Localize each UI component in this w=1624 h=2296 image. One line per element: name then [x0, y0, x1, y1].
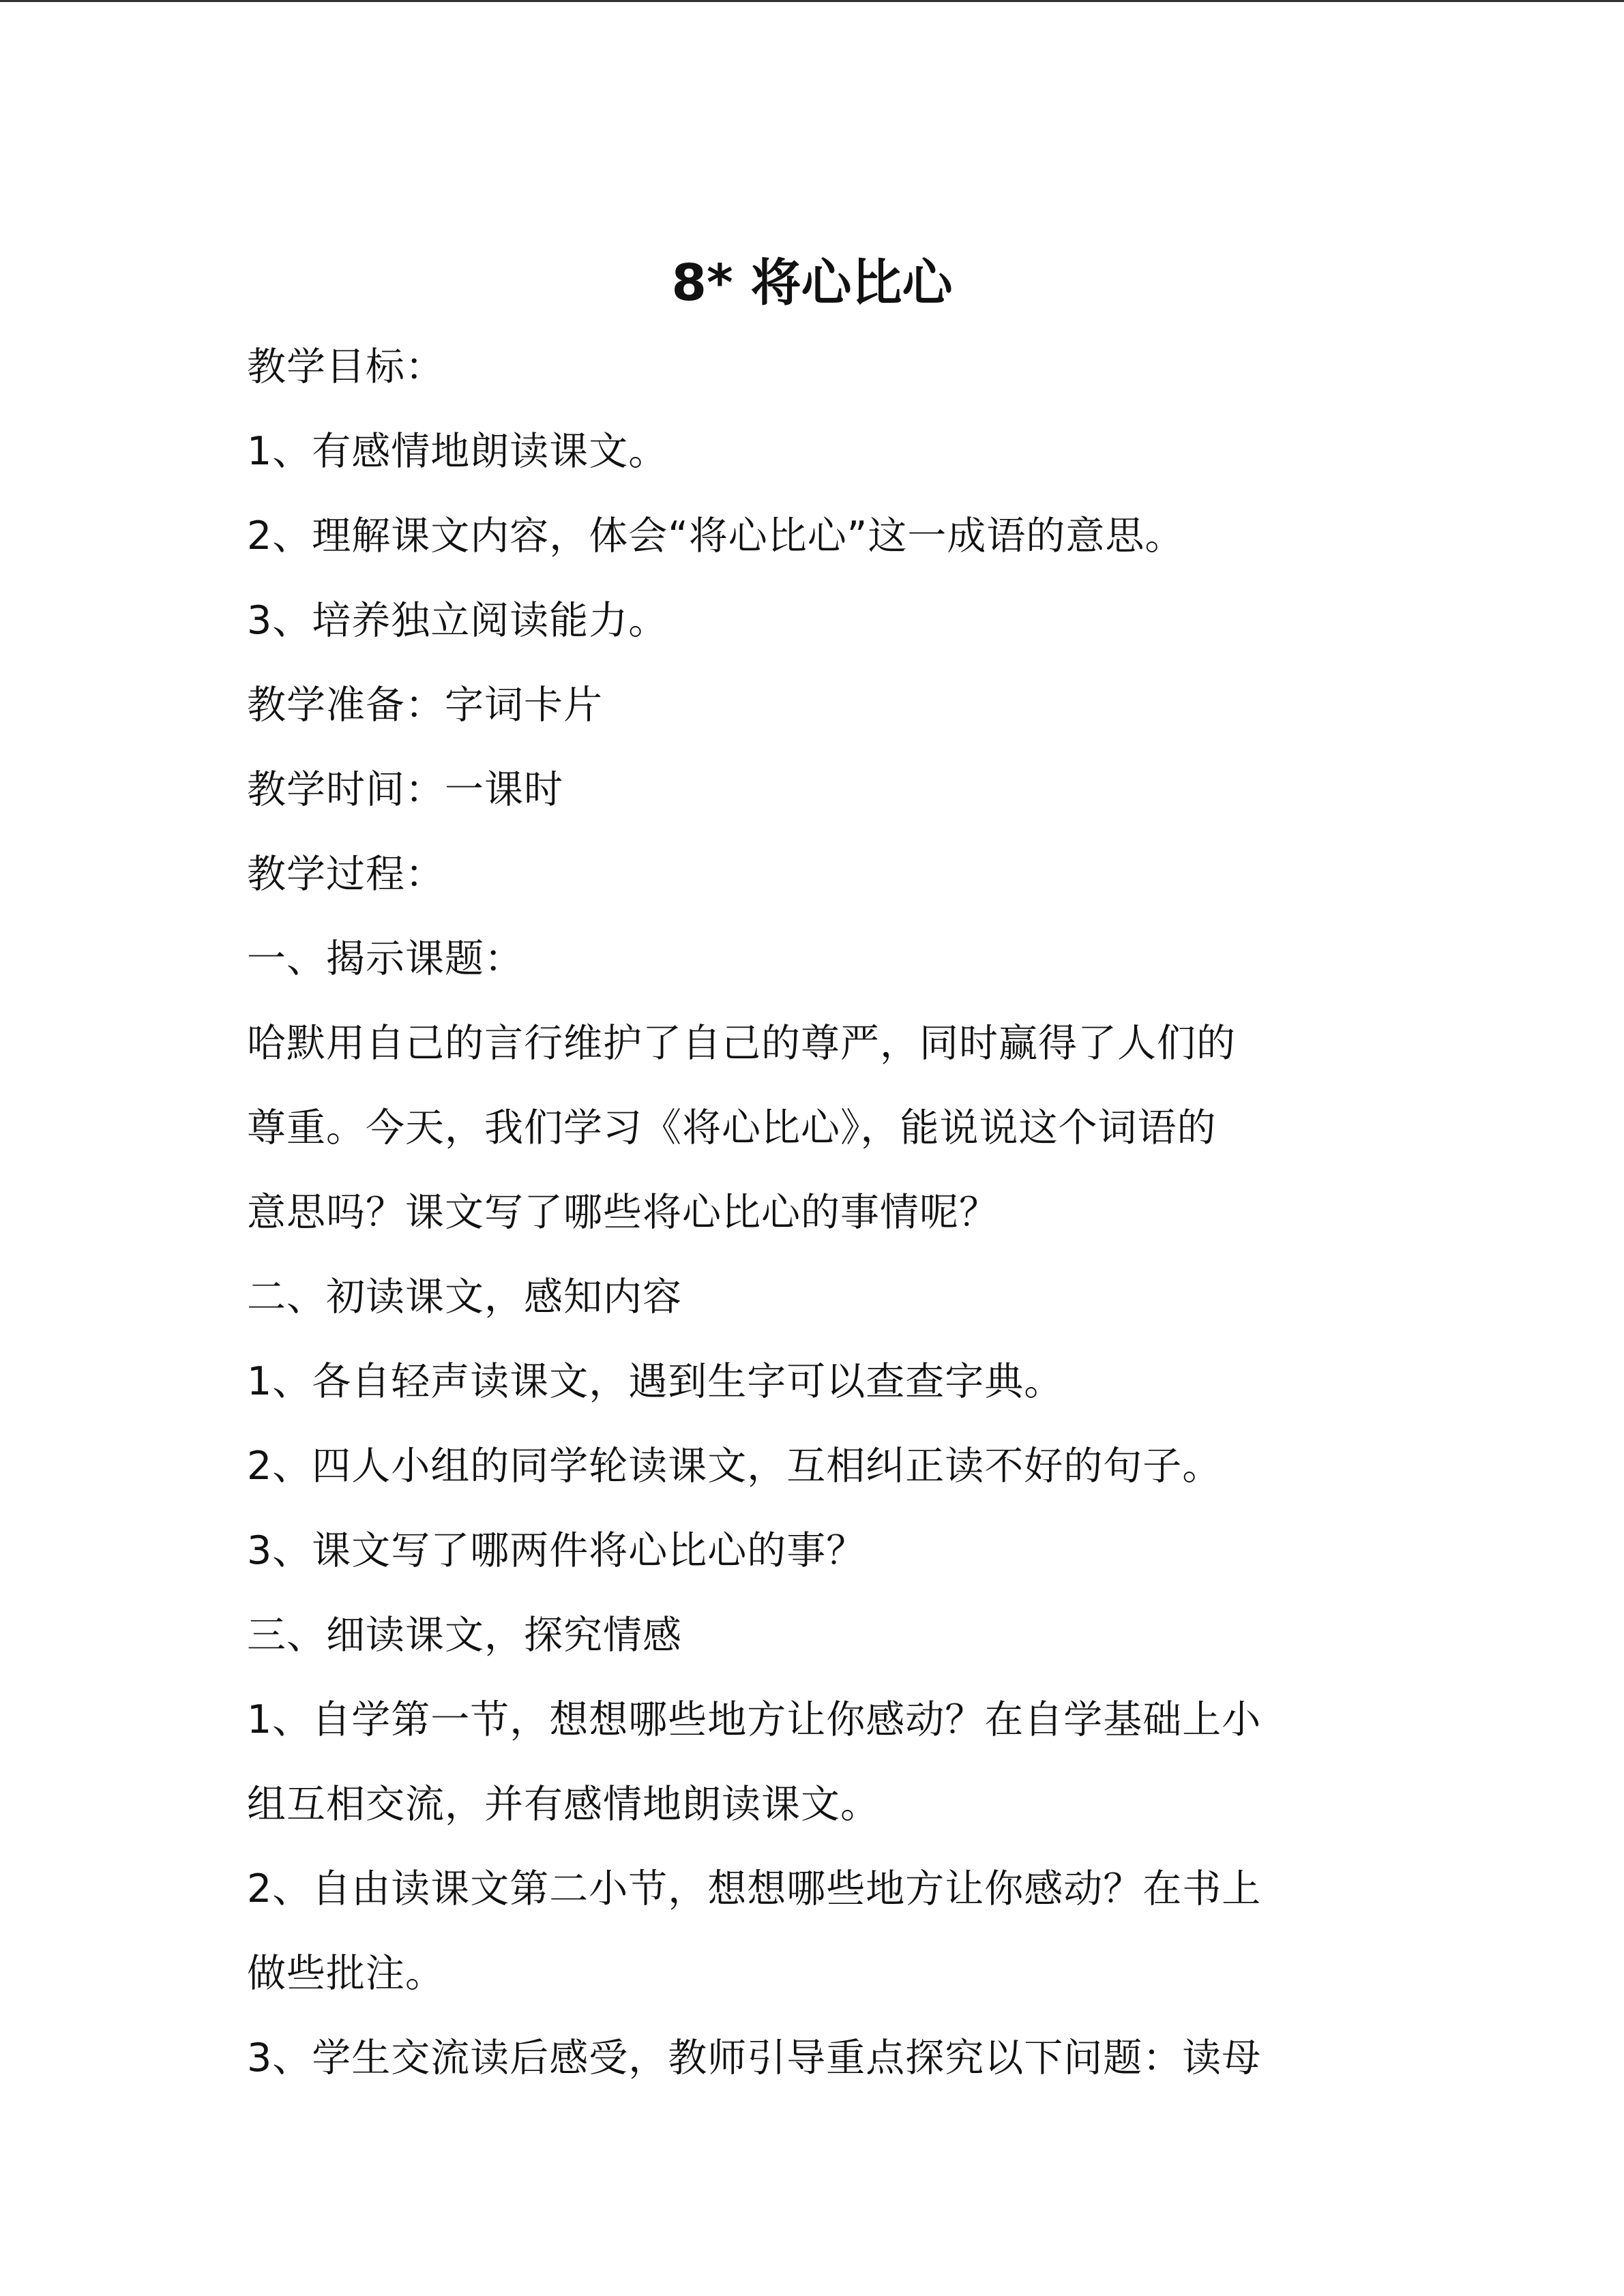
- list-item: 1、自学第一节，想想哪些地方让你感动？在自学基础上小: [247, 1697, 1262, 1742]
- paragraph-line: 尊重。今天，我们学习《将心比心》，能说说这个词语的: [247, 1105, 1217, 1150]
- list-item: 3、学生交流读后感受，教师引导重点探究以下问题：读母: [247, 2036, 1262, 2081]
- section-heading-process: 教学过程：: [247, 852, 445, 897]
- teaching-time: 教学时间：一课时: [247, 767, 563, 812]
- list-item-continuation: 组互相交流，并有感情地朗读课文。: [247, 1782, 880, 1827]
- document-title: 8* 将心比心: [671, 254, 953, 312]
- paragraph-line: 哈默用自己的言行维护了自己的尊严，同时赢得了人们的: [247, 1021, 1236, 1066]
- paragraph-line: 意思吗？课文写了哪些将心比心的事情呢？: [247, 1190, 999, 1235]
- list-item: 2、自由读课文第二小节，想想哪些地方让你感动？在书上: [247, 1866, 1262, 1911]
- list-item: 3、课文写了哪两件将心比心的事？: [247, 1528, 866, 1573]
- step-heading-1: 一、揭示课题：: [247, 936, 524, 981]
- step-heading-2: 二、初读课文，感知内容: [247, 1274, 682, 1320]
- step-heading-3: 三、细读课文，探究情感: [247, 1613, 682, 1658]
- section-heading-objectives: 教学目标：: [247, 344, 445, 389]
- list-item-continuation: 做些批注。: [247, 1951, 445, 1996]
- objective-item-3: 3、培养独立阅读能力。: [247, 598, 668, 643]
- list-item: 2、四人小组的同学轮读课文，互相纠正读不好的句子。: [247, 1444, 1222, 1489]
- objective-item-1: 1、有感情地朗读课文。: [247, 429, 668, 474]
- teaching-preparation: 教学准备：字词卡片: [247, 683, 603, 728]
- objective-item-2: 2、理解课文内容，体会“将心比心”这一成语的意思。: [247, 513, 1185, 558]
- list-item: 1、各自轻声读课文，遇到生字可以查查字典。: [247, 1359, 1064, 1404]
